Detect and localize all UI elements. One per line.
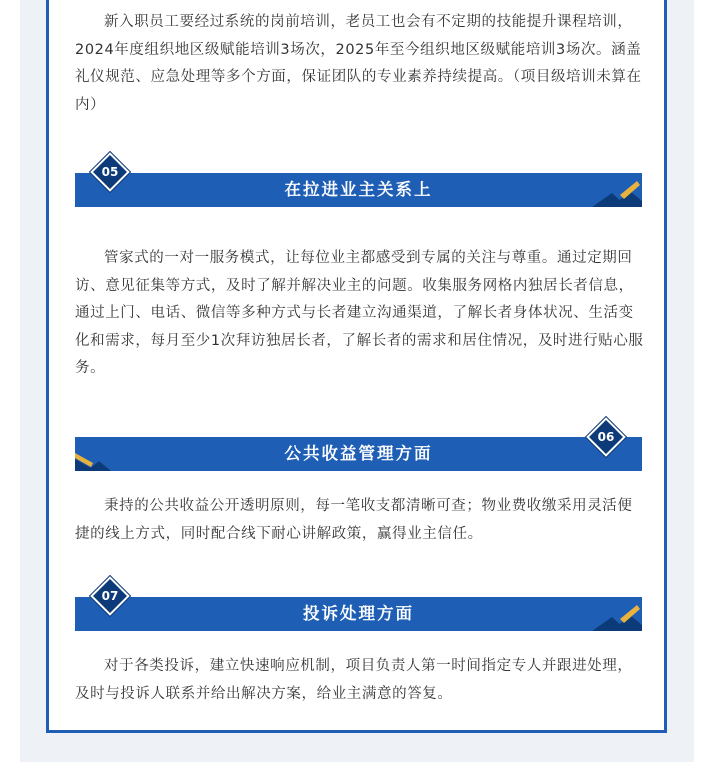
section-banner-05 (75, 173, 642, 207)
section-badge-05 (90, 152, 130, 192)
paragraph-owner-relations: 管家式的一对一服务模式，让每位业主都感受到专属的关注与尊重。通过定期回访、意见征集等方式，及时了解并解决业主的问题。收集服务网格内独居长者信息，通过上门、电话、微信等多种方式与长者建立沟通渠道，了解长者身体状况、生活变化和需求，每月至少1次拜访独居长者，了解长者的需求和居住情况，及时进行贴心服务。 (75, 250, 644, 376)
banner-decoration (582, 173, 642, 207)
paragraph-public-income: 秉持的公共收益公开透明原则，每一笔收支都清晰可查；物业费收缴采用灵活便捷的线上方式，同时配合线下耐心讲解政策，赢得业主信任。 (75, 498, 633, 542)
section-banner-07 (75, 597, 642, 631)
paragraph-training: 新入职员工要经过系统的岗前培训，老员工也会有不定期的技能提升课程培训，2024年度组织地区级赋能培训3场次，2025年至今组织地区级赋能培训3场次。涵盖礼仪规范、应急处理等多个方面，保证团队的专业素养持续提高。（项目级培训未算在内） (75, 14, 642, 113)
section-badge-07 (90, 576, 130, 616)
section-badge-06 (586, 417, 626, 457)
section-title-06: 公共收益管理方面 (284, 444, 433, 463)
section-banner-06 (75, 437, 642, 471)
banner-decoration (75, 437, 135, 471)
section-title-05: 在拉进业主关系上 (284, 180, 433, 199)
section-title-07: 投诉处理方面 (303, 604, 414, 623)
section-number-06: 06 (597, 430, 615, 444)
section-number-05: 05 (101, 165, 119, 179)
paragraph-complaints: 对于各类投诉，建立快速响应机制，项目负责人第一时间指定专人并跟进处理，及时与投诉人联系并给出解决方案，给业主满意的答复。 (75, 658, 633, 702)
banner-decoration (582, 597, 642, 631)
section-number-07: 07 (101, 589, 119, 603)
